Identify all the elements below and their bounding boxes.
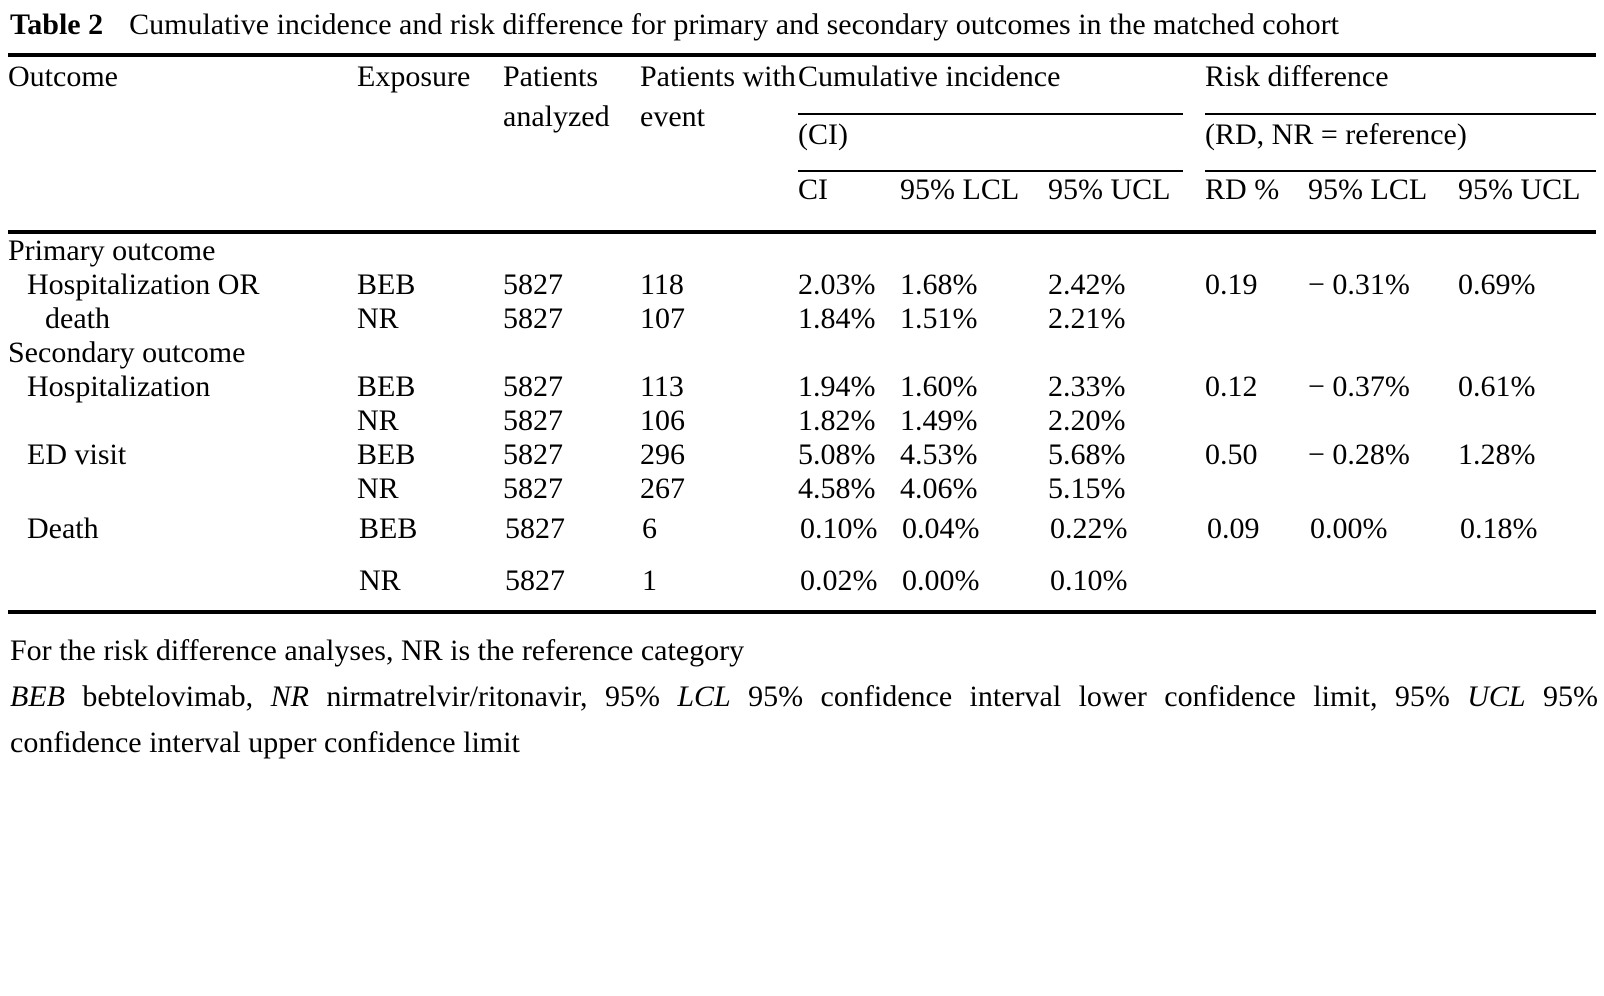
cell-ci: 0.02% — [800, 563, 878, 597]
col-header-ci-ucl: 95% UCL — [1048, 172, 1205, 232]
table-row-hosp-death-beb — [8, 268, 1596, 302]
col-header-ci-lcl: 95% LCL — [900, 172, 1048, 232]
cell-ci: 1.94% — [798, 369, 876, 403]
table-title — [8, 8, 1596, 43]
footnote-text: bebtelovimab, — [64, 679, 271, 713]
cell-patients-with-event: 107 — [640, 301, 685, 335]
cell-ci-ucl: 5.68% — [1048, 437, 1126, 471]
footnote-abbr-beb: BEB — [10, 679, 65, 713]
footnote-reference: For the risk difference analyses, NR is the reference category — [10, 633, 745, 667]
cell-exposure: BEB — [357, 369, 416, 403]
table-bottom-rule — [8, 610, 1596, 614]
cell-ci: 1.82% — [798, 403, 876, 437]
outcome-label-death — [8, 506, 357, 610]
cell-ci-lcl: 1.51% — [900, 301, 978, 335]
footnote-text: 95% confidence interval upper confidence limit — [10, 679, 1599, 759]
cell-exposure: NR — [357, 301, 399, 335]
cell-patients-with-event: 106 — [640, 403, 685, 437]
outcome-label-hosp-death — [8, 268, 357, 336]
footnote-abbreviations — [10, 674, 1598, 766]
section-label-primary: Primary outcome — [8, 233, 216, 267]
cell-ci-lcl: 0.04% — [902, 511, 980, 545]
outcome-label-line2: death — [45, 301, 110, 335]
cell-ci: 1.84% — [798, 301, 876, 335]
cell-rd-lcl: 0.00% — [1310, 511, 1388, 545]
cell-rd-lcl: − 0.31% — [1308, 267, 1410, 301]
cell-ci: 5.08% — [798, 437, 876, 471]
table-row-death-beb — [8, 506, 1596, 558]
cell-patients-analyzed: 5827 — [503, 403, 563, 437]
cell-exposure: NR — [357, 471, 399, 505]
cell-ci-lcl: 1.60% — [900, 369, 978, 403]
cell-patients-analyzed: 5827 — [503, 437, 563, 471]
cell-ci: 2.03% — [798, 267, 876, 301]
ci-spanner-rule-2 — [798, 170, 1183, 172]
cell-rd: 0.19 — [1205, 267, 1258, 301]
cell-rd: 0.12 — [1205, 369, 1258, 403]
cell-ci: 4.58% — [798, 471, 876, 505]
group-header-risk-difference — [1205, 57, 1596, 115]
cell-ci-lcl: 1.68% — [900, 267, 978, 301]
cell-ci-lcl: 4.06% — [900, 471, 978, 505]
group-header-risk-difference-label: Risk difference — [1205, 59, 1389, 93]
cell-ci-ucl: 2.42% — [1048, 267, 1126, 301]
cell-rd: 0.50 — [1205, 437, 1258, 471]
col-header-patients-analyzed: Patients analyzed — [503, 57, 640, 232]
group-header-cumulative-incidence — [798, 57, 1205, 115]
cell-patients-analyzed: 5827 — [503, 471, 563, 505]
table-title-label: Table 2 — [10, 8, 104, 41]
col-header-ci: CI — [798, 172, 900, 232]
outcome-label-hospitalization — [8, 370, 357, 438]
footnote-text: 95% confidence interval lower confidence limit, 95% — [730, 679, 1468, 713]
cell-rd-ucl: 1.28% — [1458, 437, 1536, 471]
col-header-rd: RD % — [1205, 172, 1308, 232]
group-subheader-ci — [798, 115, 1205, 172]
cell-ci-ucl: 2.33% — [1048, 369, 1126, 403]
cell-ci-lcl: 0.00% — [902, 563, 980, 597]
section-label-secondary: Secondary outcome — [8, 335, 246, 369]
cell-ci-lcl: 4.53% — [900, 437, 978, 471]
header-row-groups — [8, 57, 1596, 115]
outcome-label-line1: Hospitalization OR — [27, 267, 260, 301]
group-subheader-ci-label: (CI) — [798, 117, 848, 151]
outcomes-table — [8, 57, 1596, 610]
cell-ci-ucl: 0.10% — [1050, 563, 1128, 597]
cell-patients-with-event: 296 — [640, 437, 685, 471]
cell-patients-analyzed: 5827 — [503, 267, 563, 301]
table-title-text: Cumulative incidence and risk difference for primary and secondary outcomes in the matched cohort — [129, 8, 1339, 41]
col-header-patients-with-event: Patients with event — [640, 57, 798, 232]
cell-exposure: BEB — [359, 511, 418, 545]
outcome-label-line1: Death — [27, 511, 99, 545]
outcome-label-ed-visit — [8, 438, 357, 506]
cell-exposure: NR — [357, 403, 399, 437]
rd-spanner-rule-2 — [1205, 170, 1596, 172]
cell-patients-analyzed: 5827 — [505, 563, 565, 597]
cell-patients-with-event: 118 — [640, 267, 684, 301]
footnote-abbr-lcl: LCL — [677, 679, 731, 713]
section-row-primary — [8, 232, 1596, 268]
footnote-text: nirmatrelvir/ritonavir, 95% — [308, 679, 678, 713]
cell-ci-ucl: 2.21% — [1048, 301, 1126, 335]
cell-rd-lcl: − 0.28% — [1308, 437, 1410, 471]
cell-exposure: BEB — [357, 437, 416, 471]
col-header-rd-lcl: 95% LCL — [1308, 172, 1458, 232]
cell-ci-ucl: 2.20% — [1048, 403, 1126, 437]
cell-ci: 0.10% — [800, 511, 878, 545]
cell-patients-with-event: 113 — [640, 369, 684, 403]
table-row-ed-visit-beb — [8, 438, 1596, 472]
cell-exposure: NR — [359, 563, 401, 597]
table-footnotes — [8, 628, 1599, 766]
cell-ci-lcl: 1.49% — [900, 403, 978, 437]
section-row-secondary — [8, 336, 1596, 370]
group-subheader-rd — [1205, 115, 1596, 172]
cell-ci-ucl: 0.22% — [1050, 511, 1128, 545]
cell-rd: 0.09 — [1207, 511, 1260, 545]
group-subheader-rd-label: (RD, NR = reference) — [1205, 117, 1467, 151]
table-row-hospitalization-beb — [8, 370, 1596, 404]
cell-rd-ucl: 0.18% — [1460, 511, 1538, 545]
col-header-exposure: Exposure — [357, 57, 503, 232]
col-header-rd-ucl: 95% UCL — [1458, 172, 1596, 232]
col-header-outcome: Outcome — [8, 57, 357, 232]
cell-patients-analyzed: 5827 — [505, 511, 565, 545]
cell-ci-ucl: 5.15% — [1048, 471, 1126, 505]
cell-rd-ucl: 0.61% — [1458, 369, 1536, 403]
cell-patients-with-event: 1 — [642, 563, 657, 597]
cell-rd-ucl: 0.69% — [1458, 267, 1536, 301]
cell-exposure: BEB — [357, 267, 416, 301]
outcome-label-line1: ED visit — [27, 437, 127, 471]
outcome-label-line1: Hospitalization — [27, 369, 211, 403]
footnote-abbr-nr: NR — [270, 679, 309, 713]
cell-patients-with-event: 6 — [642, 511, 657, 545]
group-header-cumulative-incidence-label: Cumulative incidence — [798, 59, 1061, 93]
cell-rd-lcl: − 0.37% — [1308, 369, 1410, 403]
cell-patients-analyzed: 5827 — [503, 301, 563, 335]
cell-patients-with-event: 267 — [640, 471, 685, 505]
footnote-abbr-ucl: UCL — [1467, 679, 1526, 713]
cell-patients-analyzed: 5827 — [503, 369, 563, 403]
